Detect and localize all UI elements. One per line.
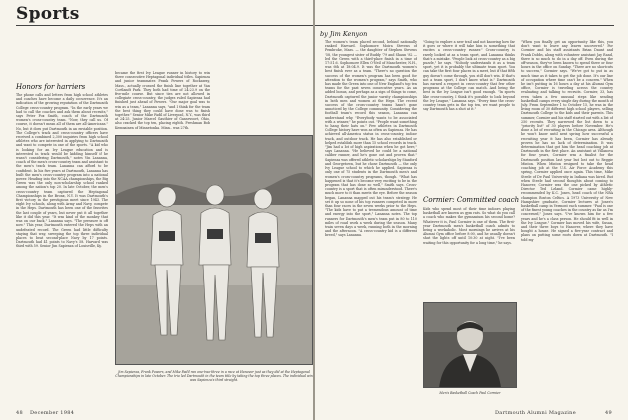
article-column-4: "Going to explore a new trail and not knowing how far it goes or where it will take him is something that excites a cross-country runner." Cross-country is rarely looked at as a team sport, and Lananna thinks that's a mistake. "People look at cross-country as a big puzzle," he says. "Nobody understands it as a team sport, yet it is probably the ultimate team sport. You can take the first four places in a meet, but if that fifth guy doesn't come through, you still don't win. If that's not a team sport, I don't know what is." Dartmouth has earned a respect in cross-country that few other programs at the College can match. And being the best in the Ivy League isn't good enough. "In sports like cross-country, I think it's possible to look beyond the Ivy League," Lananna says. "Every time the cross-country team gets in the top ten, we want people to say Dartmouth has a shot at it."	[423, 40, 515, 112]
left-page	[0, 0, 313, 420]
cormier-photo-caption: Men's Basketball Coach Paul Cormier	[439, 391, 501, 395]
article-column-5: "When you finally get an opportunity like this, you don't want to leave any leaves uncovered." For Cormier and his staff assistants Brian Daunt and Frank Dobbs, along with volunteer assistant Jay Rand, there is so much to do in a day off. Even during the off-season, they've been known to spend three or four hours in the office on Sunday. "There are no shortcuts to success," Cormier says. "We've got to put in as much time as it takes to get the job done. It's our line of occupation where time can't be a concern." When he isn't putting in 16 hours a day at his Alumni Gym office, Cormier is traveling across the country evaluating and talking to recruits. Cormier, 33, has even taken a few unusual steps like sending basketball camps every single day during the month of July. From September 1 to October 15, he was in the living room of 30 different high school players, selling Dartmouth College to the kids and their parents. This summer, Cormier and his staff started out with a list of 250 recruits. They narrowed the list down to a "priority list" of 30 players before November. He's done a lot of recruiting in the Chicago area. Although he won't know until next spring how successful a recruiting year it has been, Cormier has already proven he has no lack of determination. It was determination that got him the head coaching job at Dartmouth in the first place. An assistant at Villanova for four years, Cormier was a finalist for the Dartmouth position last year but lost out to Reggie Minton. When Minton resigned to take the head coaching job at the U.S. Air Force Academy this spring, Cormier applied once again. This time, Mike Steele of De Paul University in Indiana was hired. But when Steele had second thoughts about coming to Hanover, Cormier was the one picked by Athletic Director Ted Leland. Cormier came highly-recommended by K.C. Jones, head coach of the NBA champion Boston Celtics. A 1973 University of New Hampshire graduate, Cormier lectures at Jones's basketball camp in Vermont each summer. "Paul is one of the finest young coaches in the country as far as I'm concerned," Jones says. "I've known him for a few years and he's a class person. He should fit in well in the Ivy League." Cormier has moved his wife, Susan, and their three boys to Hanover, where they have bought a house. He signed a five-year contract and plans on putting some roots down at Dartmouth. "I told my	[521, 40, 613, 242]
right-page	[315, 0, 628, 420]
header-rule-right	[315, 25, 614, 26]
right-page-number: 49	[605, 410, 612, 416]
section-title: Sports	[16, 4, 80, 24]
right-publication-name: Dartmouth Alumni Magazine	[495, 410, 576, 416]
subhead-honors-for-harriers: Honors for harriers	[16, 83, 86, 91]
article-column-4b: Kids who spend most of their time indoors playing basketball are known as gym rats. So what do you call a coach who makes the gymnasium his second home? Whatever it is, Paul Cormier is one of them. The first-year Dartmouth men's basketball coach admits to being a workaholic. Most mornings he arrives at his Alumni Gym office before 8:00, and he usually doesn't shut the lights off until 10:30 at night. "I've been waiting for this opportunity for a long time," he says.	[423, 207, 515, 245]
left-page-number: 48	[16, 410, 23, 416]
header-rule	[16, 25, 313, 26]
byline: by Jim Kenyon	[320, 30, 368, 38]
runners-photo-caption: Jim Sapienza, Frank Powers, and Mike Fadil ran one-two-three in a race at Hanover just as they did at the Heptagonal Championships in late October. The trio led Dartmouth in the team title by taking the top three places. The individual win was Sapienza's third straight.	[115, 370, 313, 383]
article-column-1: The phone calls and letters from high school athletes and coaches have become a daily occurrence. It's an indication of the growing reputation of the Dartmouth College cross-country program. "In the early years we had to call the coaches and ask them about recruits," says Peter Fox Smith, coach of the Dartmouth women's cross-country team. "Now, they call us. Of course, it doesn't mean all of them are all-Americans." No, but it does put Dartmouth in an enviable position. The College's track and cross-country officers have received a combined 2,300 inquiries from high school athletes who are interested in applying to Dartmouth and want to compete in one of the sports. "A kid who is looking for an Ivy League education and is interested in track would be kidding himself if he wasn't considering Dartmouth," notes Vin Lananna, coach of the men's cross-country team and assistant to the men's track team. Lananna can afford to be confident. In his five years at Dartmouth, Lananna has built the men's cross-country program into a national power. Heading into the NCAA championships, the Big Green was the only non-scholarship school ranked among the nation's top 20. In late October, the men's cross-country team captured the Heptagonal Championships in the Bronx, N.Y. It was Dartmouth's first victory in the prestigious meet since 1943. The eight Ivy schools, along with Army and Navy, compete in the Heps. Dartmouth has been one of the favorites the last couple of years, but never put it all together like it did this year. "It was kind of the monkey that was on our back," Lananna says. "The pressure is off now." This year, Dartmouth entered the Heps with an undefeated record. The Green had little difficulty staying that way, sweeping the top three individual places to beat second-place Navy by 17 points. Dartmouth had 41 points to Navy's 58. Harvard was third with 59. Senior Jim Sapienza of Louisville, Ky.	[16, 93, 108, 249]
article-column-2: became the first Ivy League runner in history to win three consecutive Heptagonal individual titles. Sapienza and junior teammates Frank Powers of Rockaway, Mass., actually crossed the finish line together at Van Cortlandt Park. They both had time of 24:23.9 on the five-mile course. But since ties are not allowed in collegiate cross-country, the judges ruled Sapienza had finished just ahead of Powers. "Our major goal was to win as a team," Lananna says, "and I think for the team the best thing they could have done was to finish together." Senior Mike Fadil of Liverpool, N.Y., was third at 24:25. Junior Marcel Gauthier of Gansevoort, Ohio, also cracked the top ten, placing eighth. Freshman Bob Kempainen of Minnetonka, Minn., was 27th.	[115, 71, 210, 129]
cormier-photo	[423, 302, 517, 388]
runners-photo	[115, 135, 313, 365]
left-issue-date: December 1984	[30, 410, 75, 416]
subhead-cormier-committed-coach: Cormier: Committed coach	[423, 196, 520, 204]
article-column-3: The women's team placed second, behind nationally ranked Harvard. Sophomore Moira Stevens of Pembroke, Mass. — the daughter of Stephen Stevens '58, the youngest sister of Buddy '79 and Shaun '82 — led the Green with a third-place finish in a time of 17:51.6. Sophomore Ellen O'Neil of Manchester, N.H., was 6th at 18:04.9. It was the Dartmouth women's best finish ever as a team. "There's no question the success of the women's program has been good for attention to the women's program," says Smith, who has made the Green into one of New England's top ten teams for the past seven consecutive years. As an added bonus, and perhaps as a sign of things to come, Dartmouth captured the junior varsity championships in both men and women at the Heps. The recent success of the cross-country teams hasn't gone unnoticed by the College community. Considering the football team's record this season, Lananna can understand why. "Everybody wants to be associated with a winner," he points out. "People want something to hang their hats on." Few athletes in Dartmouth College history have won as often as Sapienza. He has achieved all-America status in cross-country, indoor track, and outdoor track. He has also established or helped establish more than 15 school records in track. "Jim had a lot of high aspirations when he got here," says Lananna. "He believed he could be a national caliber runner, and he's gone out and proven that." Sapienza was offered athletic scholarships by Stanford and Georgetown, but he chose Dartmouth — the only Ivy League school to which he applied. Sapienza is only one of 75 students in the Dartmouth men's and women's cross-country programs, though. "What has happened is that it's become very exciting to be in the program that has done so well," Smith says. Cross-country is a sport that is often misunderstood. There's much more to it than meets the eye. Before the season began, Lananna mapped out his team's strategy. He set it up so none of his top runners competed in more than four races in the seven weeks prior to the Heps. "The kids have to put a tremendous amount of time and energy into the sport," Lananna notes. The top runners for Dartmouth's men's team put in 80 to 110 miles of road work a week during the season. Many train seven days a week, running both in the morning and the afternoon. "A cross-country kid is a different breed," says Lananna.	[325, 40, 417, 238]
